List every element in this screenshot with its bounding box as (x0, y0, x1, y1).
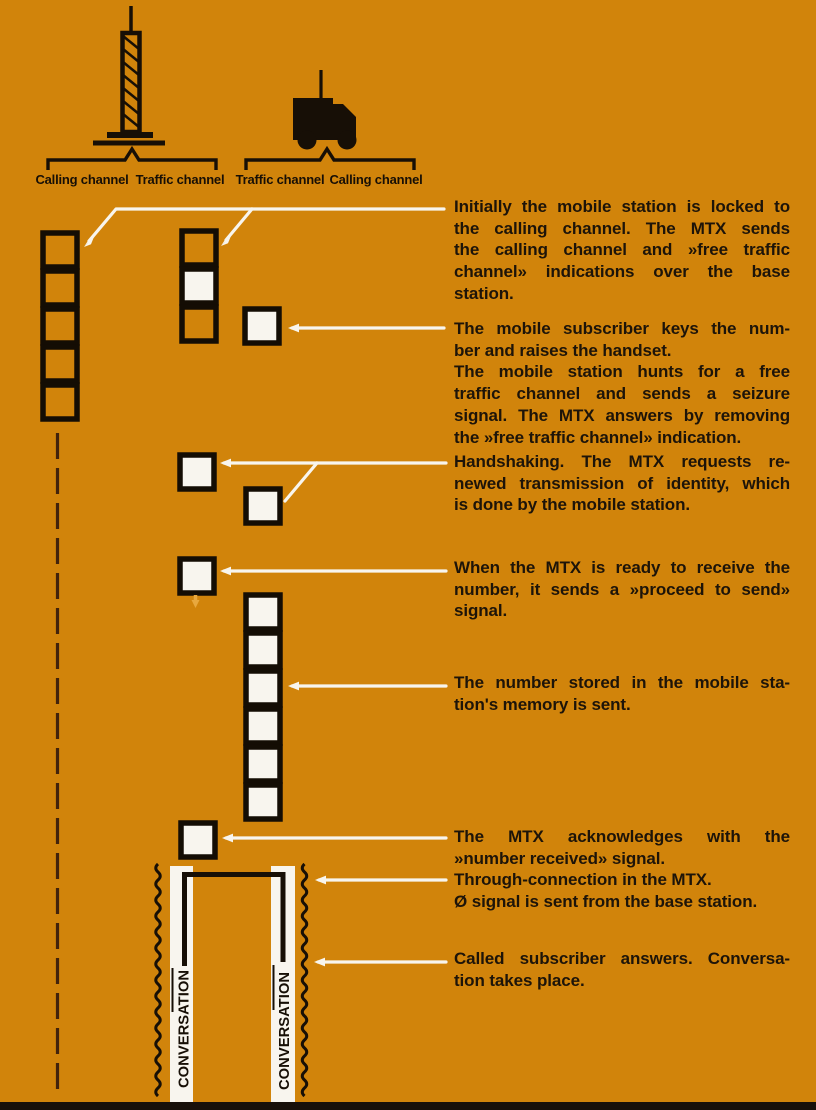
annotation-block-through-connection (454, 869, 790, 912)
annotation-arrow (285, 463, 317, 501)
annotation-line: Called subscriber answers. Conversa- (454, 949, 790, 968)
signal-square (182, 307, 216, 341)
annotation-block-proceed (454, 557, 790, 622)
annotation-arrow (89, 209, 444, 241)
annotation-line: number, it sends a »proceed to send» (454, 579, 790, 599)
annotation-line: The mobile subscriber keys the num- (454, 319, 790, 338)
annotation-block-number (454, 672, 790, 715)
annotation-line: the calling channel and »free traffic (454, 240, 790, 260)
signal-square (43, 233, 77, 267)
annotation-line: newed transmission of identity, which (454, 473, 790, 493)
annotation-line: the »free traffic channel» indication. (454, 427, 742, 447)
conversation-text: CONVERSATION (276, 970, 293, 1090)
annotation-line: The mobile station hunts for a free (454, 362, 790, 382)
traffic-channel-signal-squares (182, 231, 216, 341)
signal-square-filled (246, 633, 280, 667)
annotation-line: The number stored in the mobile sta- (454, 673, 790, 692)
number-signal-squares (246, 595, 280, 819)
annotation-line: traffic channel and sends a seizure (454, 384, 790, 404)
calling-channel-signal-squares (43, 233, 77, 419)
signal-square (182, 231, 216, 265)
signal-square-filled (180, 455, 214, 489)
through-connection-bridge (185, 875, 284, 967)
signal-square-filled (246, 595, 280, 629)
annotation-line: »number received» signal. (454, 848, 666, 868)
signal-square-filled (246, 785, 280, 819)
annotation-line: Handshaking. The MTX requests re- (454, 452, 790, 471)
annotation-line: tion's memory is sent. (454, 694, 631, 714)
signal-square-filled (182, 269, 216, 303)
wavy-line (156, 864, 161, 1096)
annotation-line: Ø signal is sent from the base station. (454, 891, 758, 911)
truck-icon (293, 70, 357, 150)
annotation-line: channel» indications over the base (454, 262, 790, 282)
page-edge (0, 1102, 816, 1110)
annotation-line: Through-connection in the MTX. (454, 870, 712, 889)
annotation-arrow (226, 209, 252, 240)
annotation-line: When the MTX is ready to receive the (454, 558, 790, 577)
mobile-calling-channel-label: Calling channel (329, 172, 423, 187)
signal-square (43, 309, 77, 343)
annotation-line: station. (454, 283, 514, 303)
annotation-line: tion takes place. (454, 970, 585, 990)
mobile-traffic-channel-label: Traffic channel (235, 172, 325, 187)
signal-square-filled (181, 823, 215, 857)
annotation-line: the calling channel. The MTX sends (454, 218, 790, 238)
signal-square-filled (245, 309, 279, 343)
signal-square-filled (246, 709, 280, 743)
base-traffic-channel-label: Traffic channel (135, 172, 225, 187)
annotation-block-seizure (454, 318, 790, 448)
annotation-line: Initially the mobile station is locked to (454, 197, 790, 216)
conversation-text: CONVERSATION (175, 968, 193, 1088)
signal-square-filled (246, 489, 280, 523)
base-station-bracket (48, 149, 216, 170)
annotation-block-initial (454, 196, 790, 305)
signal-square-filled (246, 671, 280, 705)
annotation-block-handshaking (454, 451, 790, 516)
annotation-block-acknowledge (454, 826, 790, 869)
radio-tower-icon (93, 6, 165, 143)
annotation-line: signal. The MTX answers by removing (454, 405, 790, 425)
mobile-station-bracket (246, 149, 414, 170)
annotation-line: is done by the mobile station. (454, 495, 690, 515)
signal-square (43, 385, 77, 419)
signal-square-filled (180, 559, 214, 593)
annotation-line: ber and raises the handset. (454, 340, 672, 360)
down-tick-icon (192, 595, 200, 608)
annotation-block-conversation (454, 948, 790, 991)
annotation-line: The MTX acknowledges with the (454, 827, 790, 846)
base-calling-channel-label: Calling channel (35, 172, 129, 187)
signal-square (43, 347, 77, 381)
signal-square (43, 271, 77, 305)
signal-square-filled (246, 747, 280, 781)
wavy-line (302, 864, 307, 1096)
annotation-line: signal. (454, 601, 508, 621)
